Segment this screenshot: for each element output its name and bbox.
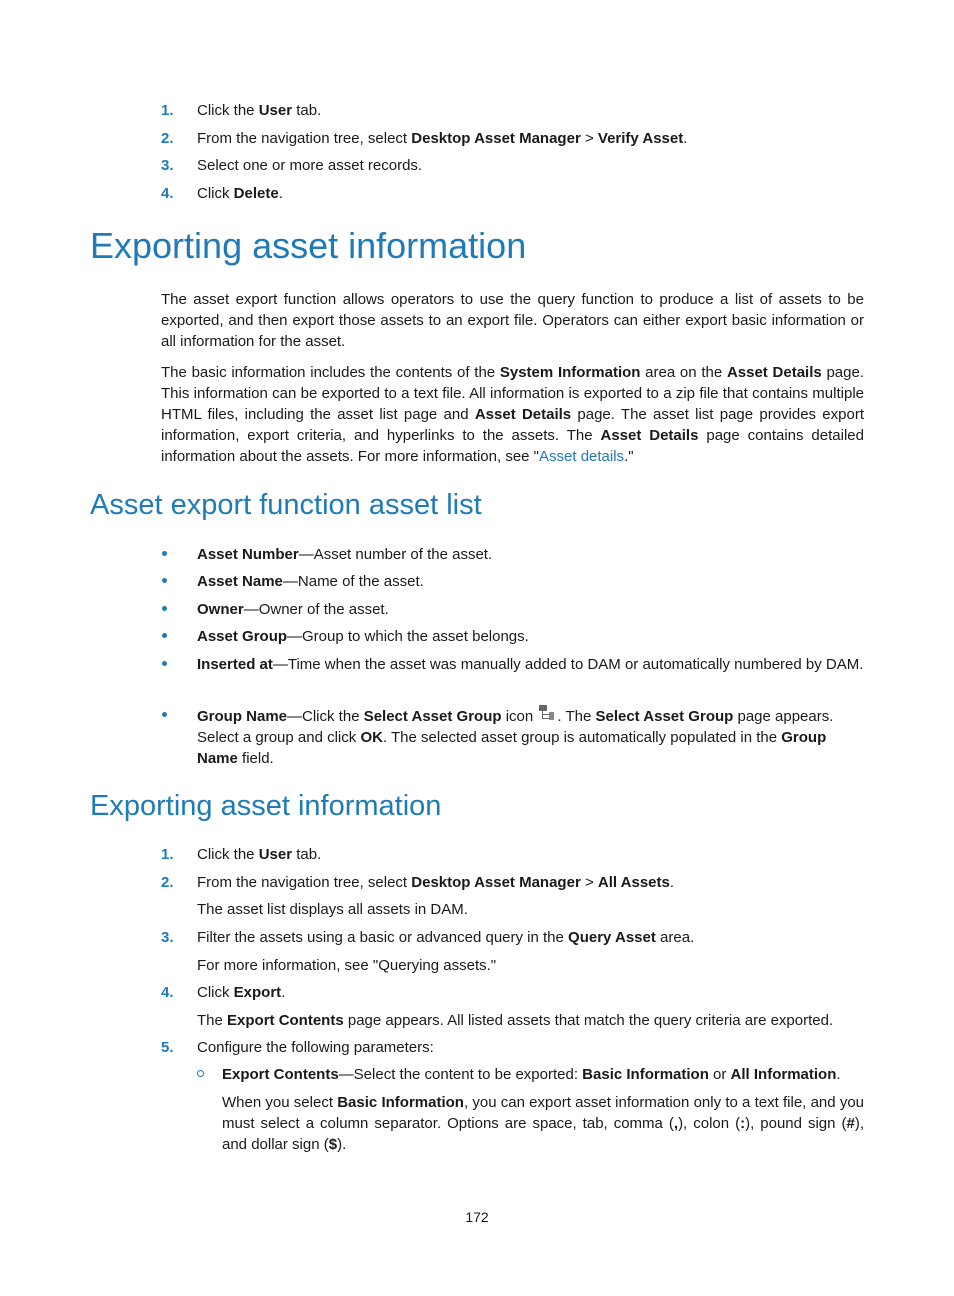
bullet-icon [162, 661, 167, 666]
section-heading-main: Exporting asset information [90, 225, 527, 266]
page-number: 172 [465, 1209, 489, 1225]
export-note: When you select Basic Information, you can export asset information only to a text file, and you must select a column separator. Options are space, tab, comma (,), colon (:), pound sign (#), and dollar sign ($). [222, 1094, 865, 1153]
basic-info-paragraph: The basic information includes the contents of the System Information area on the Asset Details page. This information can be exported to a text file. All information is exported to a zip file that contains multiple HTML files, including the asset list page and Asset Details page. The asset list page provides export information, export criteria, and hyperlinks to the assets. The Asset Details page contains detailed information about the assets. For more information, see "Asset details." [161, 364, 864, 465]
bullet-icon [162, 633, 167, 638]
section-heading-asset-list: Asset export function asset list [90, 489, 482, 521]
asset-details-link[interactable]: Asset details [539, 448, 625, 465]
step-text: Click the User tab. [197, 846, 322, 863]
intro-paragraph: The asset export function allows operators to use the query function to produce a list of assets to be exported, and then export those assets to an export file. Operators can either export basic information or all information for the asset. [161, 291, 864, 350]
step-number: 3. [161, 929, 174, 946]
bullet-icon [162, 578, 167, 583]
select-asset-group-icon[interactable] [537, 705, 557, 723]
step-number: 5. [161, 1039, 174, 1056]
bullet-icon [162, 551, 167, 556]
step-note: The asset list displays all assets in DAM. [197, 901, 468, 918]
step-number: 4. [161, 984, 174, 1001]
step-note: The Export Contents page appears. All listed assets that match the query criteria are exported. [197, 1012, 834, 1029]
step-number: 1. [161, 846, 174, 863]
bullet-icon [162, 712, 167, 717]
sub-bullet-icon [197, 1070, 204, 1077]
step-text: Click Export. [197, 984, 286, 1001]
section-heading-export: Exporting asset information [90, 790, 442, 822]
step-number: 3. [161, 157, 174, 174]
bullet-icon [162, 606, 167, 611]
step-text: Select one or more asset records. [197, 157, 423, 174]
step-text: Configure the following parameters: [197, 1039, 434, 1056]
step-number: 2. [161, 130, 174, 147]
step-text: From the navigation tree, select Desktop Asset Manager > Verify Asset. [197, 130, 688, 147]
step-number: 2. [161, 874, 174, 891]
step-text: Filter the assets using a basic or advanced query in the Query Asset area. [197, 929, 695, 946]
document-page: 1. Click the User tab. 2. From the navigation tree, select Desktop Asset Manager > Verify Asset. 3. Select one or more asset records. 4. Click Delete. Exporting asset information The asset export function allows operators to use the query function to produce a list of assets to be exported, and then export those assets to an export file. Operators can either export basic information or all information for the asset. The basic information includes the contents of the System Information area on the Asset Details page. This information can be exported to a text file. All information is exported to a zip file that contains multiple HTML files, including the asset list page and Asset Details page. The asset list page provides export information, export criteria, and hyperlinks to the assets. The Asset Details page contains detailed information about the assets. For more information, see "Asset details." Asset export function asset list Asset Number—Asset number of the asset. Asset Name—Name of the asset. Owner—Owner of the asset. Asset Group—Group to which the asset belongs. Inserted at—Time when the asset was manually added to DAM or automatically numbered by DAM. Group Name—Click the Select Asset Group icon . The Select Asset Group page appears. Select a group and click OK. The selected asset group is automatically populated in the Group Name field. Exporting asset information 1. Click the User tab. 2. From the navigation tree, select Desktop Asset Manager > All Assets. The asset list displays all assets in DAM. 3. Filter the assets using a basic or advanced query in the Query Asset area. For more information, see "Querying assets." 4. Click Export. The Export Contents page appears. All listed assets that match the query criteria are exported. 5. Configure the following parameters: Export Contents—Select the content to be exported: Basic Information or All Information. When you select Basic Information, you can export asset information only to a text file, and you must select a column separator. Options are space, tab, comma (,), colon (:), pound sign (#), and dollar sign ($). 172 [0, 0, 954, 1296]
step-number: 4. [161, 185, 174, 202]
step-text: From the navigation tree, select Desktop Asset Manager > All Assets. [197, 874, 675, 891]
step-text: Click Delete. [197, 185, 283, 202]
step-text: Click the User tab. [197, 102, 322, 119]
step-number: 1. [161, 102, 174, 119]
step-note: For more information, see "Querying assets." [197, 957, 497, 974]
